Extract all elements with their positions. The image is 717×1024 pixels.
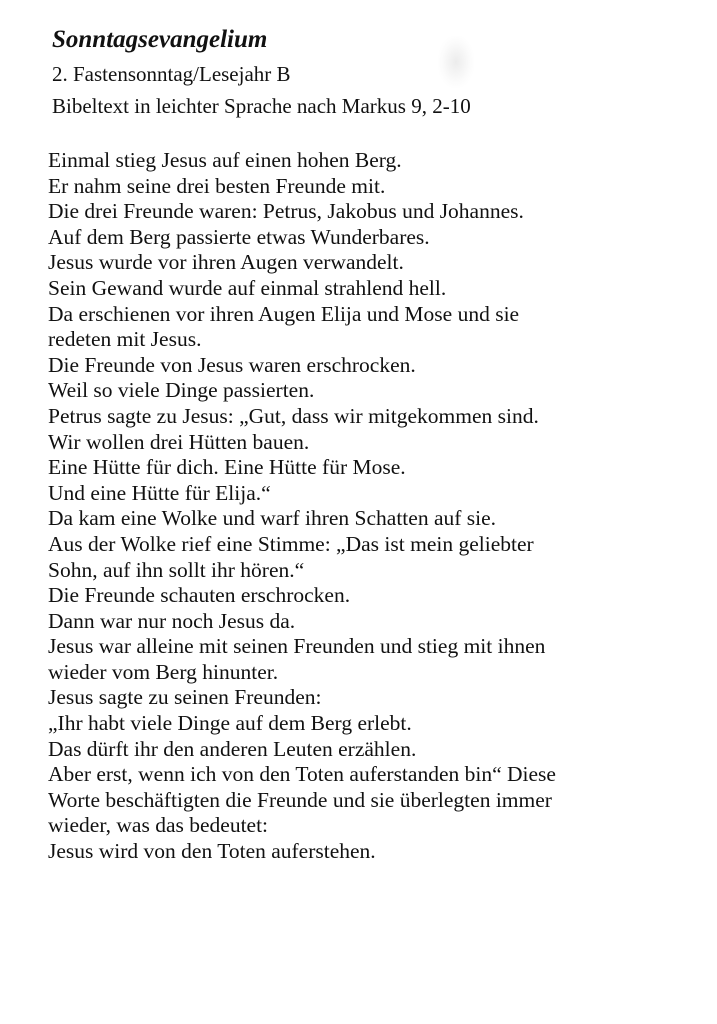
document-source: Bibeltext in leichter Sprache nach Markus 9, 2-10 xyxy=(52,94,471,118)
gospel-text xyxy=(48,148,698,865)
document-title: Sonntagsevangelium xyxy=(52,26,268,53)
text-line: Dann war nur noch Jesus da. xyxy=(48,608,296,633)
text-line: Jesus wurde vor ihren Augen verwandelt. xyxy=(48,250,404,275)
text-line: Da erschienen vor ihren Augen Elija und Mose und sie xyxy=(48,301,520,326)
text-line: Die Freunde schauten erschrocken. xyxy=(48,583,351,608)
text-line: Sohn, auf ihn sollt ihr hören.“ xyxy=(48,557,305,582)
text-line: Die drei Freunde waren: Petrus, Jakobus und Johannes. xyxy=(48,199,524,224)
text-line: Jesus sagte zu seinen Freunden: xyxy=(48,685,322,710)
text-line: redeten mit Jesus. xyxy=(48,327,202,352)
text-line: Jesus wird von den Toten auferstehen. xyxy=(48,839,376,864)
scan-smudge xyxy=(438,36,474,88)
text-line: Und eine Hütte für Elija.“ xyxy=(48,480,271,505)
text-line: wieder vom Berg hinunter. xyxy=(48,659,279,684)
text-line: Aus der Wolke rief eine Stimme: „Das ist mein geliebter xyxy=(48,531,534,556)
text-line: Worte beschäftigten die Freunde und sie überlegten immer xyxy=(48,787,552,812)
text-line: Sein Gewand wurde auf einmal strahlend hell. xyxy=(48,275,447,300)
text-line: Wir wollen drei Hütten bauen. xyxy=(48,429,310,454)
text-line: Auf dem Berg passierte etwas Wunderbares. xyxy=(48,224,430,249)
document-subtitle: 2. Fastensonntag/Lesejahr B xyxy=(52,62,291,86)
text-line: Einmal stieg Jesus auf einen hohen Berg. xyxy=(48,148,402,172)
text-line: Die Freunde von Jesus waren erschrocken. xyxy=(48,352,416,377)
text-line: Jesus war alleine mit seinen Freunden und stieg mit ihnen xyxy=(48,634,546,659)
text-line: Weil so viele Dinge passierten. xyxy=(48,378,315,403)
text-line: Eine Hütte für dich. Eine Hütte für Mose. xyxy=(48,455,406,480)
text-line: Aber erst, wenn ich von den Toten auferstanden bin“ Diese xyxy=(48,762,556,787)
text-line: „Ihr habt viele Dinge auf dem Berg erlebt. xyxy=(48,711,412,736)
text-line: Petrus sagte zu Jesus: „Gut, dass wir mitgekommen sind. xyxy=(48,403,539,428)
text-line: Er nahm seine drei besten Freunde mit. xyxy=(48,173,386,198)
text-line: wieder, was das bedeutet: xyxy=(48,813,269,838)
text-line: Da kam eine Wolke und warf ihren Schatten auf sie. xyxy=(48,506,497,531)
text-line: Das dürft ihr den anderen Leuten erzählen. xyxy=(48,736,417,761)
